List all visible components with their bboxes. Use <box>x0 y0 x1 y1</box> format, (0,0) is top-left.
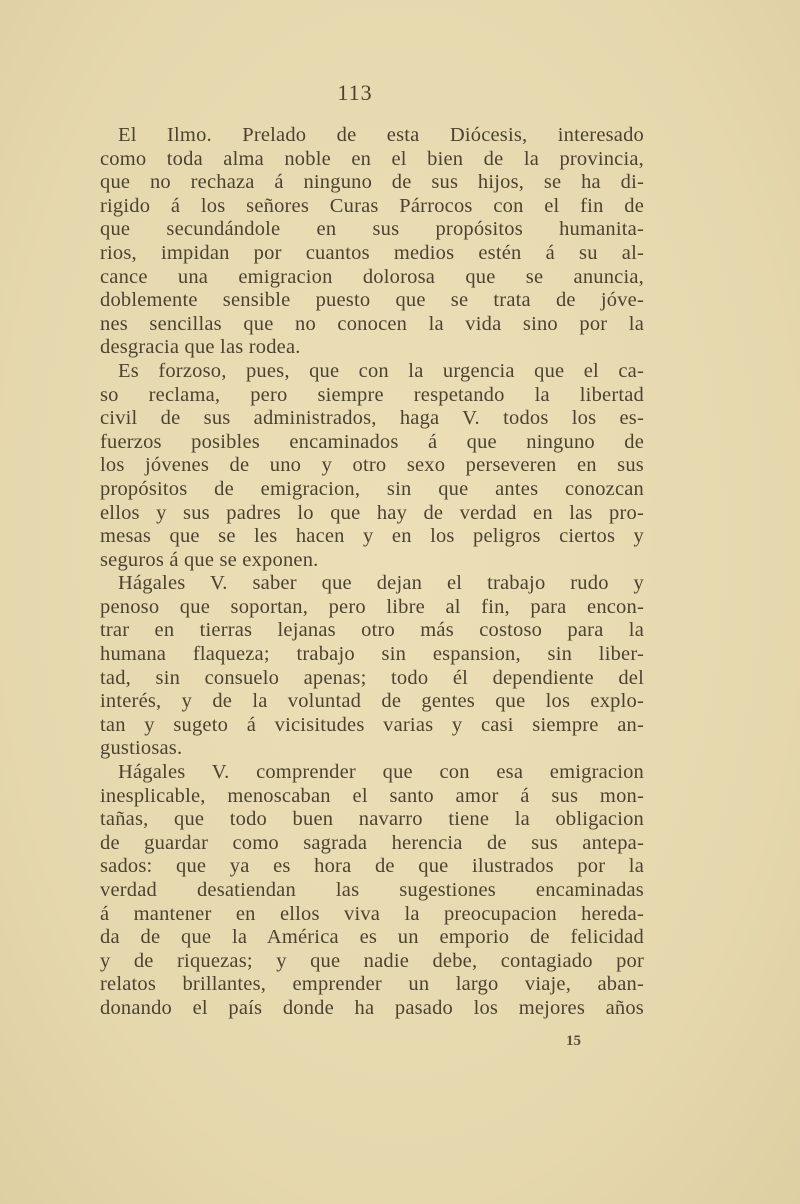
text-line: gustiosas. <box>100 737 183 760</box>
text-line: interés, y de la voluntad de gentes que los explo- <box>100 690 644 713</box>
text-line: desgracia que las rodea. <box>100 336 301 359</box>
text-line: Es forzoso, pues, que con la urgencia que el ca- <box>118 359 644 382</box>
text-line: nes sencillas que no conocen la vida sino por la <box>100 312 644 335</box>
text-line: verdad desatiendan las sugestiones encaminadas <box>100 879 644 901</box>
text-line: los jóvenes de uno y otro sexo perseveren en sus <box>100 454 644 477</box>
text-line: ellos y sus padres lo que hay de verdad en las pro- <box>100 501 644 524</box>
text-line: civil de sus administrados, haga V. todos los es- <box>100 407 644 430</box>
text-line: donando el país donde ha pasado los mejores años <box>100 996 644 1019</box>
text-line: inesplicable, menoscaban el santo amor á sus mon- <box>100 784 644 807</box>
text-line: sados: que ya es hora de que ilustrados por la <box>100 855 644 878</box>
page-number: 113 <box>337 80 373 105</box>
text-line: humana flaqueza; trabajo sin espansion, sin liber- <box>100 643 644 666</box>
text-line: seguros á que se exponen. <box>100 548 319 571</box>
text-line: penoso que soportan, pero libre al fin, para encon- <box>100 595 644 618</box>
text-line: da de que la América es un emporio de felicidad <box>100 926 644 949</box>
text-line: de guardar como sagrada herencia de sus antepa- <box>100 831 644 854</box>
text-line: relatos brillantes, emprender un largo viaje, aban- <box>100 973 644 996</box>
text-line: propósitos de emigracion, sin que antes conozcan <box>100 477 644 500</box>
text-line: que secundándole en sus propósitos humanita- <box>100 218 644 241</box>
page-body-text <box>100 124 644 1021</box>
text-line: y de riquezas; y que nadie debe, contagiado por <box>100 949 644 972</box>
text-line: que no rechaza á ninguno de sus hijos, se ha di- <box>100 171 644 194</box>
text-line: fuerzos posibles encaminados á que ninguno de <box>100 430 644 453</box>
text-line: trar en tierras lejanas otro más costoso para la <box>100 619 644 642</box>
text-line: tañas, que todo buen navarro tiene la obligacion <box>100 808 644 831</box>
text-line: cance una emigracion dolorosa que se anuncia, <box>100 265 644 288</box>
text-line: mesas que se les hacen y en los peligros ciertos y <box>100 525 644 548</box>
text-line: rigido á los señores Curas Párrocos con el fin de <box>100 194 644 217</box>
text-line: Hágales V. comprender que con esa emigracion <box>118 761 644 784</box>
text-line: tad, sin consuelo apenas; todo él dependiente del <box>100 666 644 689</box>
text-line: El Ilmo. Prelado de esta Diócesis, interesado <box>118 124 644 146</box>
text-line: rios, impidan por cuantos medios estén á su al- <box>100 241 644 264</box>
text-line: so reclama, pero siempre respetando la libertad <box>100 383 644 406</box>
signature-mark: 15 <box>566 1033 581 1049</box>
text-line: á mantener en ellos viva la preocupacion hereda- <box>100 902 644 925</box>
text-line: como toda alma noble en el bien de la provincia, <box>100 147 644 170</box>
text-line: tan y sugeto á vicisitudes varias y casi siempre an- <box>100 713 644 736</box>
text-line: Hágales V. saber que dejan el trabajo rudo y <box>118 572 644 595</box>
text-line: doblemente sensible puesto que se trata de jóve- <box>100 289 644 312</box>
